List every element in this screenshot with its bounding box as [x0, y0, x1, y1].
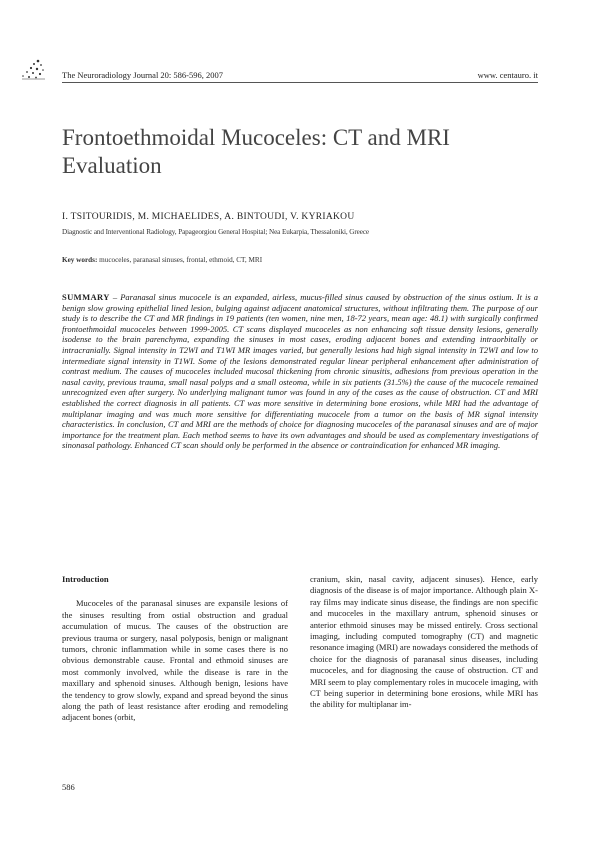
body-paragraph-continued: cranium, skin, nasal cavity, adjacent sinuses). Hence, early diagnosis of the disease is of major importance. Although plain X-ray films may indicate sinus disease, the findings are non specific and mucoceles in the maxillary antrum, sphenoid sinuses or anterior ethmoid sinuses may be missed entirely. Cross sectional imaging, including computed tomography (CT) and magnetic resonance imaging (MRI) are nowadays considered the methods of choice for the diagnosis of paranasal sinus diseases, including mucoceles, and for diagnosing the cause of obstruction. CT and MRI seem to play complementary roles in mucocele imaging, with CT being superior in determining bone erosions, while MRI has the ability for multiplanar im-	[310, 574, 539, 710]
body-column-left	[62, 574, 288, 724]
introduction-heading: Introduction	[62, 574, 109, 584]
keywords-text: mucoceles, paranasal sinuses, frontal, ethmoid, CT, MRI	[99, 256, 263, 264]
header-divider	[62, 82, 538, 83]
keywords-label: Key words:	[62, 256, 98, 264]
centauro-logo-icon	[18, 58, 48, 80]
article-title: Frontoethmoidal Mucoceles: CT and MRI Evaluation	[62, 125, 450, 178]
body-paragraph: Mucoceles of the paranasal sinuses are expansile lesions of the sinuses resulting from ostial obstruction and gradual accumulation of mucus. The causes of the obstruction are previous trauma or surgery, nasal polyposis, benign or malignant tumors, chronic inflammation while in some cases there is no obvious demonstrable cause. Frontal and ethmoid sinuses are most commonly involved, while the disease is rare in the maxillary and sphenoid sinuses. Although benign, lesions have the tendency to grow slowly, expand and spread beyond the sinus along the path of least resistance after eroding and remodeling adjacent bones (orbit,	[62, 598, 288, 723]
author-affiliation: Diagnostic and Interventional Radiology, Papageorgiou General Hospital; Nea Eukarpia, Thessaloniki, Greece	[62, 228, 370, 236]
body-column-right	[310, 574, 538, 711]
journal-url[interactable]: www. centauro. it	[477, 70, 538, 80]
summary-text: – Paranasal sinus mucocele is an expanded, airless, mucus-filled sinus caused by obstruction of the sinus ostium. It is a benign slow growing epithelial lined lesion, bulging against adjacent anatomical structures, without infiltrating them. The purpose of our study is to describe the CT and MR findings in 19 patients (ten women, nine men, 18-72 years, mean age: 48.1) with surgically confirmed frontoethmoidal mucoceles between 1999-2005. CT scans displayed mucoceles as non enhancing soft tissue density lesions, generally isodense to the brain parenchyma, expanding the sinuses in most cases, eroding adjacent bones and extending intraorbitally or intracranially. Signal intensity in T2WI and T1WI MR images varied, but generally lesions had high signal intensity in T2WI and low to intermediate signal intensity in T1WI. Some of the lesions demonstrated regular linear peripheral enhancement after administration of contrast medium. The causes of mucoceles included mucosal thickening from chronic sinusitis, adhesions from previous operation in the nasal cavity, previous trauma, small nasal polyps and a small osteoma, while in six patients (31.5%) the cause of the mucocele remained unrecognized even after surgery. No underlying malignant tumor was found in any of the cases as the cause of obstruction. CT and MRI established the correct diagnosis in all patients. CT was more sensitive in determining bone erosions, while MRI had the advantage of multiplanar imaging and was much more sensitive for differentiating mucocele from a tumor on the basis of MR signal intensity characteristics. In conclusion, CT and MRI are the methods of choice for diagnosing mucoceles of the paranasal sinuses and are of major importance for the treatment plan. Each method seems to have its own advantages and should be used as complementary investigations of sinonasal pathology. Enhanced CT scan should only be performed in the absence or contraindication for enhanced MR imaging.	[62, 292, 539, 451]
journal-citation: The Neuroradiology Journal 20: 586-596, 2007	[62, 70, 223, 80]
author-list: I. TSITOURIDIS, M. MICHAELIDES, A. BINTOUDI, V. KYRIAKOU	[62, 212, 355, 222]
abstract	[62, 292, 538, 451]
page-number: 586	[62, 782, 75, 792]
summary-label: SUMMARY	[62, 292, 110, 302]
keywords-line	[62, 256, 262, 264]
